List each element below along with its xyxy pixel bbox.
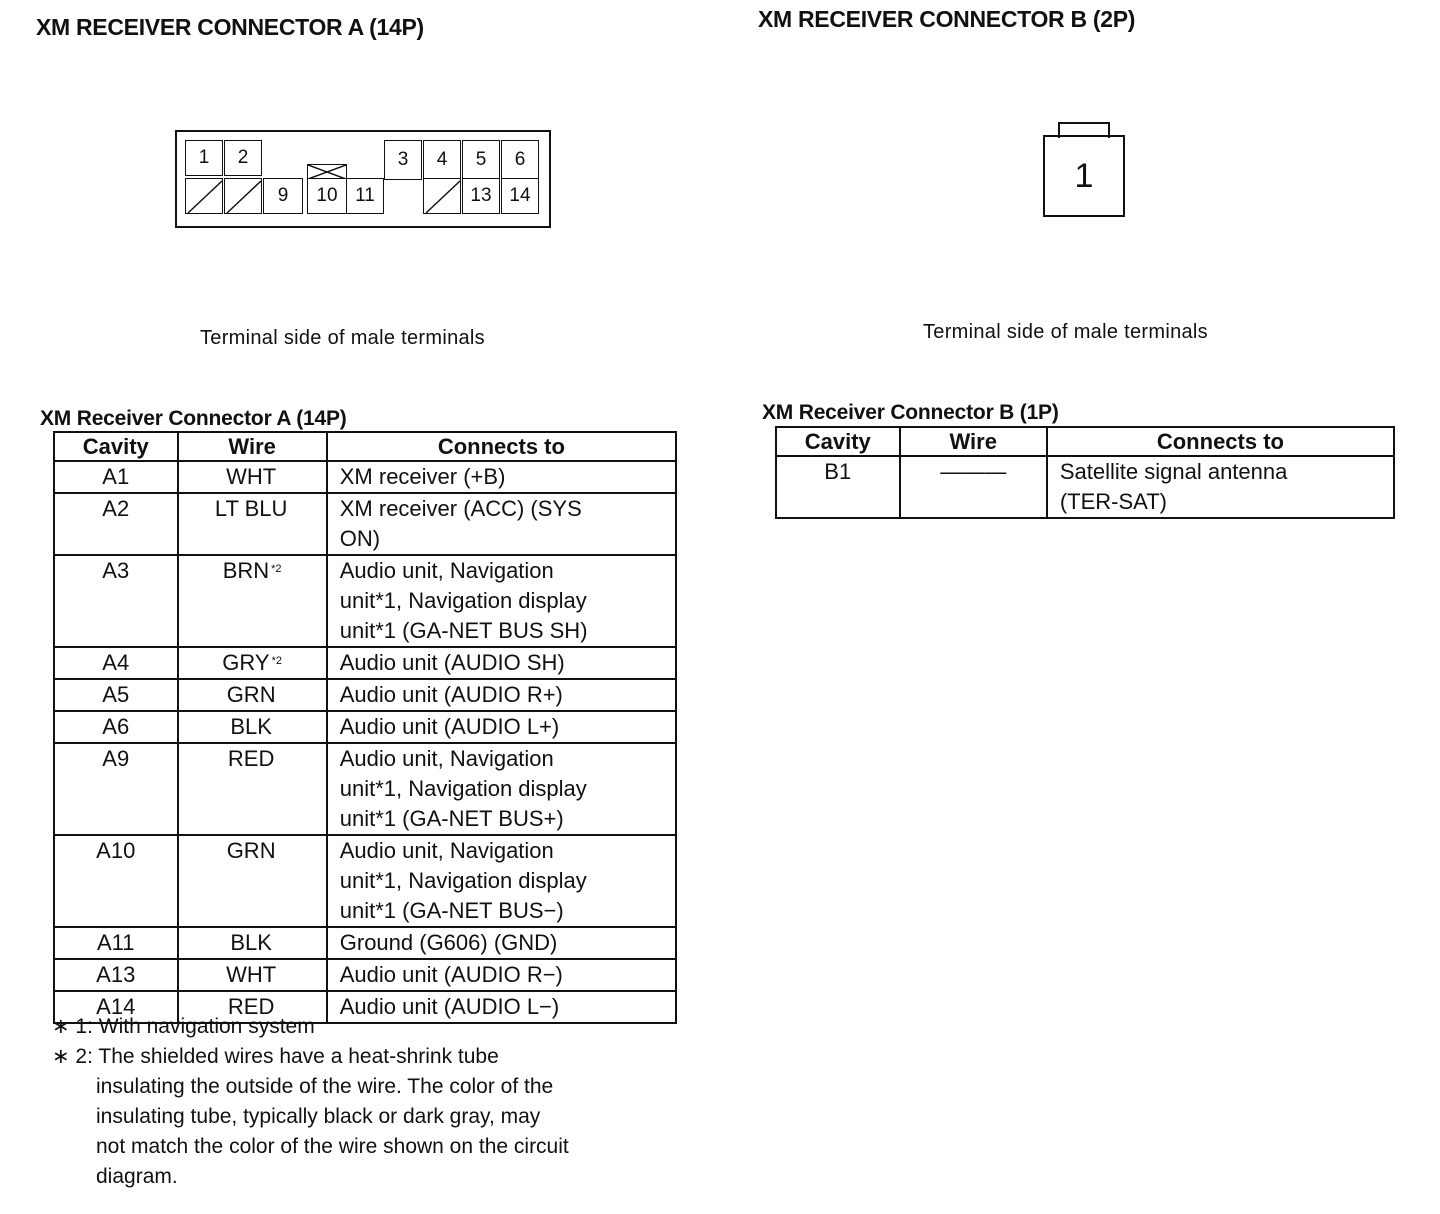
table-a-connects-to	[327, 555, 676, 647]
table-a-connects-line: Audio unit (AUDIO L−)	[339, 994, 560, 1019]
table-a-wire	[178, 493, 327, 555]
table-b-connects-line: (TER-SAT)	[1059, 489, 1167, 514]
table-a-connects-line: unit*1 (GA-NET BUS SH)	[339, 618, 588, 643]
table-a-connects-line: Audio unit, Navigation	[339, 558, 554, 583]
table-a-header-wire: Wire	[178, 432, 327, 461]
table-a-cavity: A13	[54, 959, 178, 991]
table-a-connects-line: unit*1, Navigation display	[339, 776, 587, 801]
table-a-wire-color: GRN	[226, 682, 276, 707]
footnote-2-line-2: insulating the outside of the wire. The color of the	[96, 1075, 554, 1098]
table-a-wire-color: BRN	[222, 558, 270, 583]
pin-3: 3	[384, 140, 422, 180]
connector-a-caption: Terminal side of male terminals	[200, 327, 485, 349]
table-b-connects-line: Satellite signal antenna	[1059, 459, 1288, 484]
table-a-title: XM Receiver Connector A (14P)	[40, 407, 347, 430]
table-b-title: XM Receiver Connector B (1P)	[762, 401, 1059, 424]
table-a-connects-line: unit*1, Navigation display	[339, 868, 587, 893]
footnotes	[52, 1012, 569, 1192]
table-a-connects-line: Audio unit, Navigation	[339, 838, 554, 863]
keyway-mark	[307, 164, 347, 178]
table-a-wire-color: BLK	[230, 714, 272, 739]
pin-12-empty	[423, 178, 461, 214]
pin-5: 5	[462, 140, 500, 180]
table-a-connects-line: Audio unit, Navigation	[339, 746, 554, 771]
table-a-connects-to	[327, 743, 676, 835]
table-a-wire-color: GRN	[226, 838, 276, 863]
footnote-2-line-1: ∗ 2: The shielded wires have a heat-shrink tube	[52, 1045, 499, 1068]
pin-2: 2	[224, 140, 262, 176]
table-a-wire-color: LT BLU	[214, 496, 288, 521]
table-a-row	[54, 711, 676, 743]
table-a-wire	[178, 927, 327, 959]
table-a-cavity: A6	[54, 711, 178, 743]
table-a-connects-to	[327, 461, 676, 493]
table-a-row	[54, 743, 676, 835]
table-a-connects-line: XM receiver (+B)	[339, 464, 506, 489]
pin-11: 11	[346, 178, 384, 214]
pin-14: 14	[501, 178, 539, 214]
table-a-wire	[178, 679, 327, 711]
table-a-wire	[178, 743, 327, 835]
table-a-cavity: A14	[54, 991, 178, 1023]
table-a-wire-color: WHT	[226, 962, 277, 987]
connector-b-diagram	[1043, 135, 1125, 217]
footnote-1: ∗ 1: With navigation system	[52, 1015, 315, 1038]
table-a-connects-line: Audio unit (AUDIO R−)	[339, 962, 563, 987]
table-a-connects-to	[327, 927, 676, 959]
table-a-row	[54, 647, 676, 679]
pin-4: 4	[423, 140, 461, 180]
table-b-header-wire: Wire	[900, 427, 1047, 456]
table-b-row	[776, 456, 1394, 518]
table-a	[53, 431, 677, 1024]
table-a-connects-line: XM receiver (ACC) (SYS	[339, 496, 582, 521]
table-a-wire	[178, 555, 327, 647]
table-a-wire-color: WHT	[226, 464, 277, 489]
table-a-connects-to	[327, 647, 676, 679]
table-b	[775, 426, 1395, 519]
table-a-cavity: A9	[54, 743, 178, 835]
pin-6: 6	[501, 140, 539, 180]
table-a-wire-color: BLK	[230, 930, 272, 955]
footnote-2-line-3: insulating tube, typically black or dark gray, may	[96, 1105, 541, 1128]
table-a-row	[54, 555, 676, 647]
table-b-cavity: B1	[776, 456, 900, 518]
footnote-2-line-4: not match the color of the wire shown on the circuit	[96, 1135, 569, 1158]
pin-10: 10	[307, 178, 347, 214]
table-a-connects-to	[327, 835, 676, 927]
table-a-row	[54, 959, 676, 991]
table-a-connects-to	[327, 493, 676, 555]
table-a-cavity: A1	[54, 461, 178, 493]
table-a-connects-line: unit*1 (GA-NET BUS+)	[339, 806, 564, 831]
table-a-wire	[178, 835, 327, 927]
table-a-wire	[178, 959, 327, 991]
table-a-wire-note: *2	[271, 563, 282, 575]
table-a-cavity: A3	[54, 555, 178, 647]
table-a-cavity: A4	[54, 647, 178, 679]
table-a-cavity: A5	[54, 679, 178, 711]
table-b-connects-to	[1047, 456, 1394, 518]
table-a-connects-line: unit*1 (GA-NET BUS−)	[339, 898, 564, 923]
table-a-wire-note: *2	[271, 655, 282, 667]
table-b-header-connects: Connects to	[1047, 427, 1394, 456]
table-a-connects-line: Audio unit (AUDIO SH)	[339, 650, 565, 675]
footnote-2-line-5: diagram.	[96, 1165, 178, 1188]
table-a-connects-line: ON)	[339, 526, 381, 551]
table-a-row	[54, 835, 676, 927]
table-a-connects-line: unit*1, Navigation display	[339, 588, 587, 613]
table-a-wire	[178, 711, 327, 743]
table-a-header-connects: Connects to	[327, 432, 676, 461]
table-b-header-cavity: Cavity	[776, 427, 900, 456]
pin-1: 1	[185, 140, 223, 176]
pin-9: 9	[263, 178, 303, 214]
table-a-connects-to	[327, 711, 676, 743]
table-a-wire-color: RED	[227, 994, 275, 1019]
connector-b-heading: XM RECEIVER CONNECTOR B (2P)	[758, 6, 1136, 32]
table-a-wire-color: GRY	[222, 650, 270, 675]
table-b-wire-color: ———	[940, 459, 1007, 484]
table-a-wire	[178, 647, 327, 679]
table-a-connects-to	[327, 959, 676, 991]
table-a-row	[54, 927, 676, 959]
pin-8-empty	[224, 178, 262, 214]
table-a-connects-line: Audio unit (AUDIO L+)	[339, 714, 560, 739]
table-a-header-cavity: Cavity	[54, 432, 178, 461]
table-a-connects-line: Audio unit (AUDIO R+)	[339, 682, 563, 707]
pin-7-empty	[185, 178, 223, 214]
table-a-wire	[178, 461, 327, 493]
table-a-cavity: A10	[54, 835, 178, 927]
table-b-wire	[900, 456, 1047, 518]
table-a-row	[54, 679, 676, 711]
table-a-connects-line: Ground (G606) (GND)	[339, 930, 558, 955]
table-a-cavity: A11	[54, 927, 178, 959]
connector-b-pin-1: 1	[1074, 156, 1094, 195]
table-a-cavity: A2	[54, 493, 178, 555]
table-a-row	[54, 493, 676, 555]
table-a-row	[54, 461, 676, 493]
connector-a-heading: XM RECEIVER CONNECTOR A (14P)	[36, 14, 424, 40]
table-a-wire-color: RED	[227, 746, 275, 771]
connector-a-diagram	[175, 130, 551, 228]
connector-b-caption: Terminal side of male terminals	[923, 321, 1208, 343]
pin-13: 13	[462, 178, 500, 214]
table-a-connects-to	[327, 679, 676, 711]
